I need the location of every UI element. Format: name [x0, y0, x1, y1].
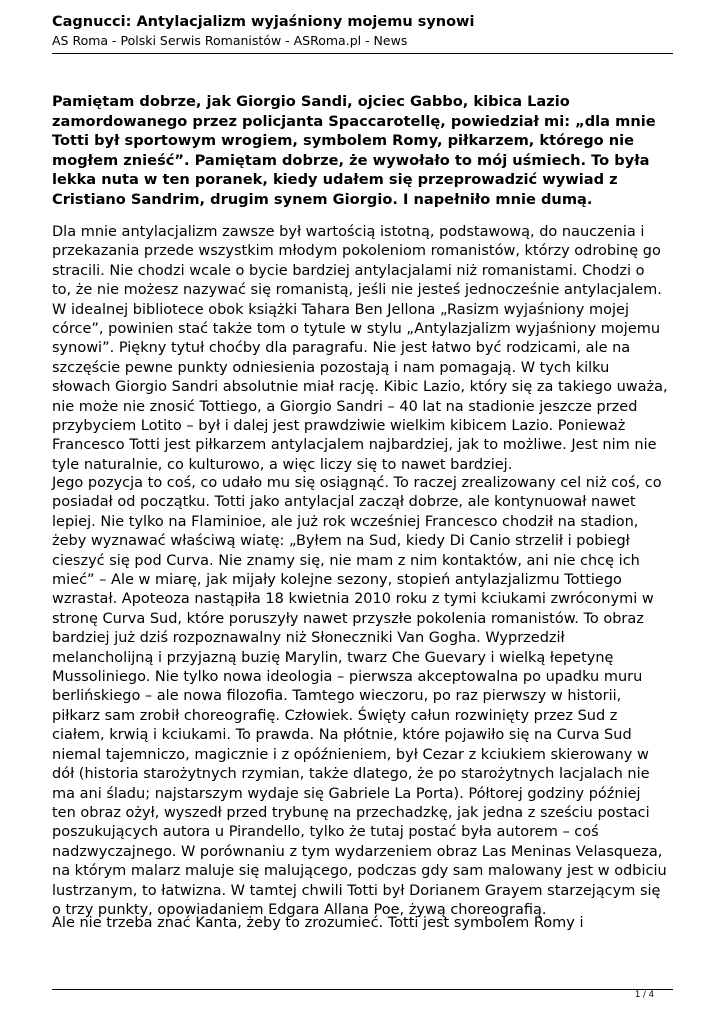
text-line: ciałem, krwią i kciukami. To prawda. Na płótnie, które pojawiło się na Curva Sud — [52, 727, 632, 744]
text-line: przybyciem Lotito – był i dalej jest prawdziwie wielkim kibicem Lazio. Ponieważ — [52, 418, 626, 435]
text-line: nadzwyczajnego. W porównaniu z tym wydarzeniem obraz Las Meninas Velasqueza, — [52, 843, 663, 860]
text-line: ma ani śladu; najstarszym wydaje się Gabriele La Porta). Półtorej godziny później — [52, 785, 641, 802]
lead-line: Pamiętam dobrze, jak Giorgio Sandi, ojciec Gabbo, kibica Lazio — [52, 93, 570, 110]
text-line: przekazania przede wszystkim młodym pokoleniom romanistów, którzy odrobinę go — [52, 243, 661, 260]
text-line: cieszyć się pod Curva. Nie znamy się, nie mam z nim kontaktów, ani nie chcę ich — [52, 552, 640, 569]
text-line: niemal tajemniczo, magicznie i z opóźnieniem, był Cezar z kciukiem skierowany w — [52, 746, 649, 763]
text-line: na którym malarz maluje się malującego, podczas gdy sam malowany jest w odbiciu — [52, 863, 667, 880]
text-line: o trzy punkty, opowiadaniem Edgara Allana Poe, żywą choreografią. — [52, 901, 547, 918]
document-subtitle: AS Roma - Polski Serwis Romanistów - ASRoma.pl - News — [52, 33, 408, 48]
text-line: stracili. Nie chodzi wcale o bycie bardziej antylacjalami niż romanistami. Chodzi o — [52, 262, 645, 279]
document-header — [52, 13, 672, 49]
text-line: żeby wyznawać właściwą wiatę: „Byłem na Sud, kiedy Di Canio strzelił i pobiegł — [52, 533, 630, 550]
text-line: poszukujących autora u Pirandello, tylko że tutaj postać była autorem – coś — [52, 824, 599, 841]
text-line: Ale nie trzeba znać Kanta, żeby to zrozumieć. Totti jest symbolem Romy i — [52, 915, 584, 931]
text-line: Mussoliniego. Nie tylko nowa ideologia – pierwsza akceptowalna po upadku muru — [52, 669, 643, 686]
footer-divider — [52, 989, 673, 990]
text-line: posiadał od początku. Totti jako antylacjal zaczął dobrze, ale kontynuował nawet — [52, 494, 636, 511]
text-line: lustrzanym, to łatwizna. W tamtej chwili Totti był Dorianem Grayem starzejącym się — [52, 882, 661, 899]
lead-line: mogłem znieść”. Pamiętam dobrze, że wywołało to mój uśmiech. To była — [52, 151, 650, 169]
text-line: ten obraz ożył, wyszedł przed trybunę na przechadzkę, jak jedna z sześciu postaci — [52, 804, 650, 821]
text-line: słowach Giorgio Sandri absolutnie miał rację. Kibic Lazio, który się za takiego uważa, — [52, 379, 668, 396]
text-line: nie może nie znosić Tottiego, a Giorgio Sandri – 40 lat na stadionie jeszcze przed — [52, 398, 638, 415]
text-line: berlińskiego – ale nowa filozofia. Tamtego wieczoru, po raz pierwszy w historii, — [52, 688, 622, 705]
header-divider — [52, 53, 673, 54]
text-line: to, że nie możesz nazywać się romanistą, jeśli nie jesteś jednocześnie antylacjalem. — [52, 282, 662, 299]
text-line: Francesco Totti jest piłkarzem antylacjalem najbardziej, jak to możliwe. Jest nim nie — [52, 437, 657, 454]
lead-line: Cristiano Sandrim, drugim synem Giorgio. I napełniło mnie dumą. — [52, 190, 593, 208]
text-line: synowi”. Piękny tytuł choćby dla paragrafu. Nie jest łatwo być rodzicami, ale na — [52, 340, 631, 357]
text-line: stronę Curva Sud, które poruszyły nawet przyszłe pokolenia romanistów. To obraz — [52, 610, 644, 627]
lead-line: Totti był sportowym wrogiem, symbolem Romy, piłkarzem, którego nie — [52, 132, 635, 149]
text-line: bardziej już dziś rozpoznawalny niż Słoneczniki Van Gogha. Wyprzedził — [52, 630, 565, 647]
text-line: szczęście pewne punkty odniesienia pozostają i nam pomagają. W tych kilku — [52, 359, 610, 376]
text-line: córce”, powinien stać także tom o tytule w stylu „Antylazjalizm wyjaśniony mojemu — [52, 321, 661, 338]
text-line: melancholijną i przyjazną buzię Marylin, twarz Che Guevary i wielką łepetynę — [52, 649, 614, 666]
text-line: piłkarz sam zrobił choreografię. Człowiek. Święty całun rozwinięty przez Sud z — [52, 707, 618, 724]
body-paragraph-2 — [52, 474, 692, 920]
text-line: mieć” – Ale w miarę, jak mijały kolejne sezony, stopień antylazjalizmu Tottiego — [52, 572, 622, 589]
text-line: Dla mnie antylacjalizm zawsze był wartością istotną, podstawową, do nauczenia i — [52, 224, 645, 240]
text-line: W idealnej bibliotece obok książki Tahara Ben Jellona „Rasizm wyjaśniony mojej — [52, 301, 629, 318]
page-number: 1 / 4 — [634, 990, 654, 1000]
document-title: Cagnucci: Antylacjalizm wyjaśniony mojemu synowi — [52, 14, 475, 30]
lead-paragraph — [52, 92, 692, 209]
text-line: Jego pozycja to coś, co udało mu się osiągnąć. To raczej zrealizowany cel niż coś, co — [52, 475, 662, 491]
text-line: lepiej. Nie tylko na Flaminioe, ale już rok wcześniej Francesco chodził na stadion, — [52, 513, 639, 530]
body-paragraph-1 — [52, 223, 692, 475]
text-line: dół (historia starożytnych rzymian, także dlatego, że po starożytnych lacjalach nie — [52, 766, 650, 783]
text-line: wzrastał. Apoteoza nastąpiła 18 kwietnia 2010 roku z tymi kciukami zwróconymi w — [52, 591, 654, 608]
lead-line: lekka nuta w ten poranek, kiedy udałem się przeprowadzić wywiad z — [52, 171, 618, 188]
lead-line: zamordowanego przez policjanta Spaccarotellę, powiedział mi: „dla mnie — [52, 112, 656, 130]
body-paragraph-3 — [52, 914, 692, 933]
text-line: tyle naturalnie, co kulturowo, a więc liczy się to nawet bardziej. — [52, 456, 513, 473]
